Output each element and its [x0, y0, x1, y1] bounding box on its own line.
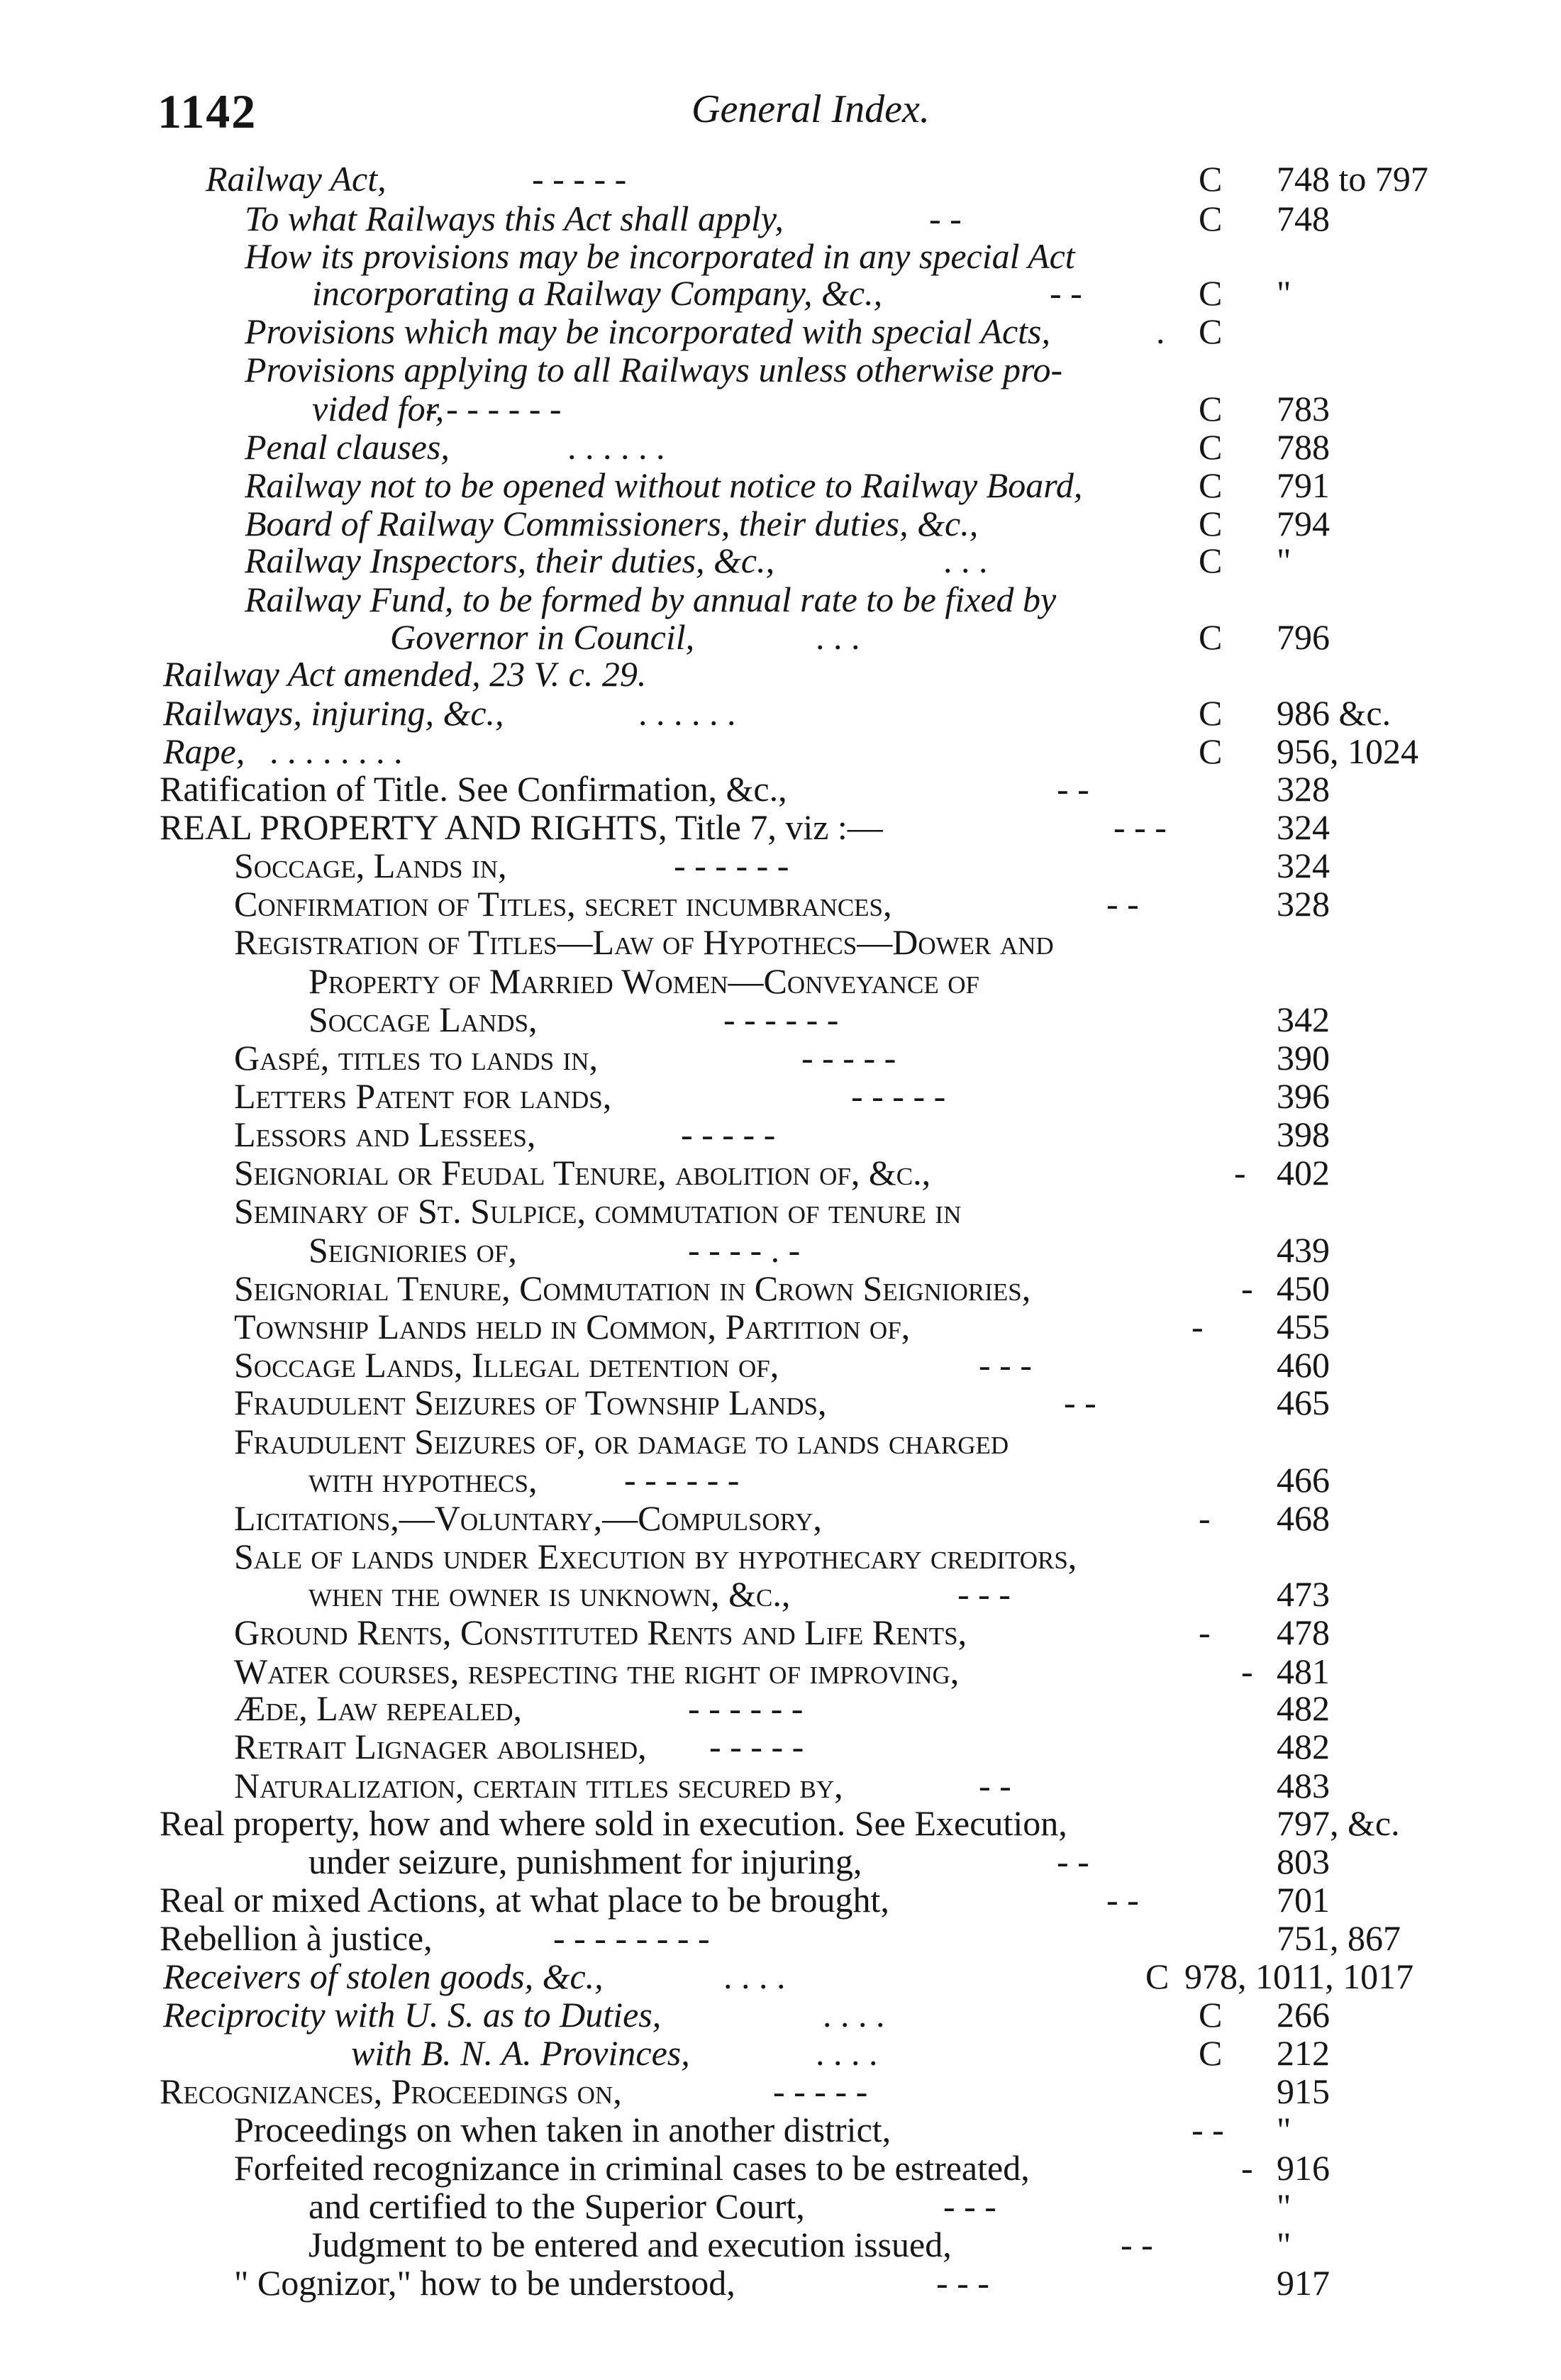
entry-leader: - - — [1064, 1383, 1096, 1422]
entry-text: Rebellion à justice, — [160, 1918, 433, 1958]
index-entry — [0, 235, 1561, 277]
index-entry — [0, 1075, 1561, 1117]
entry-leader: - - - - - - — [723, 1000, 839, 1039]
entry-pages: 212 — [1277, 2033, 1330, 2073]
entry-pages: " — [1277, 541, 1291, 580]
entry-text: Ground Rents, Constituted Rents and Life Rents, — [234, 1612, 967, 1652]
entry-text: How its provisions may be incorporated in any special Act — [245, 236, 1075, 276]
entry-leader: - — [1199, 1612, 1211, 1652]
index-entry — [0, 1878, 1561, 1921]
entry-text: with B. N. A. Provinces, — [351, 2033, 690, 2073]
entry-text: Seignorial or Feudal Tenure, abolition of, &c., — [234, 1153, 931, 1192]
entry-text: Letters Patent for lands, — [234, 1076, 612, 1116]
entry-leader: - - — [929, 199, 962, 238]
index-entry — [0, 960, 1561, 1002]
entry-pages: 481 — [1277, 1651, 1330, 1691]
entry-text: Penal clauses, — [245, 427, 450, 467]
entry-leader: - - - - - — [709, 1727, 804, 1766]
entry-leader: - - - — [979, 1345, 1032, 1385]
entry-pages: 478 — [1277, 1612, 1330, 1652]
entry-text: Real property, how and where sold in execution. See Execution, — [160, 1803, 1067, 1843]
entry-text: Railway Fund, to be formed by annual rate to be fixed by — [245, 580, 1057, 619]
entry-text: Receivers of stolen goods, &c., — [163, 1956, 604, 1996]
entry-leader: - - - — [1113, 807, 1167, 847]
entry-leader: . . . . — [816, 2033, 878, 2073]
entry-pages: 956, 1024 — [1277, 731, 1418, 771]
entry-pages: 917 — [1277, 2263, 1330, 2303]
entry-pages: 915 — [1277, 2071, 1330, 2111]
index-entry — [0, 616, 1561, 658]
entry-text: Reciprocity with U. S. as to Duties, — [163, 1995, 662, 2035]
index-entry — [0, 1993, 1561, 2036]
entry-text: Rape, — [163, 731, 245, 771]
index-entry — [0, 1190, 1561, 1232]
entry-leader: - - — [1121, 2225, 1153, 2264]
index-entry — [0, 921, 1561, 963]
entry-reference-column: C — [1199, 541, 1223, 580]
index-entry — [0, 692, 1561, 734]
entry-reference-column: C — [1199, 465, 1223, 505]
entry-reference-column: C — [1199, 159, 1223, 199]
entry-pages: 328 — [1277, 769, 1330, 809]
entry-text: Seigniories of, — [309, 1230, 517, 1270]
index-entry — [0, 464, 1561, 507]
index-entry — [0, 1802, 1561, 1844]
index-entry — [0, 1113, 1561, 1156]
entry-pages: 468 — [1277, 1498, 1330, 1538]
entry-text: Property of Married Women—Conveyance of — [309, 961, 979, 1001]
index-entry — [0, 1344, 1561, 1386]
index-entry — [0, 1036, 1561, 1079]
index-entry — [0, 2070, 1561, 2113]
entry-reference-column: C — [1199, 617, 1223, 657]
entry-text: and certified to the Superior Court, — [309, 2186, 805, 2226]
index-entry — [0, 157, 1561, 200]
entry-pages: 783 — [1277, 389, 1330, 428]
index-entry — [0, 1840, 1561, 1883]
entry-pages: 398 — [1277, 1114, 1330, 1154]
entry-pages: 483 — [1277, 1766, 1330, 1805]
entry-leader: - - — [1191, 2110, 1224, 2149]
entry-pages: 701 — [1277, 1880, 1330, 1920]
entry-leader: - - - - - - — [688, 1688, 804, 1728]
entry-leader: - - - — [943, 2186, 996, 2226]
index-entry — [0, 272, 1561, 314]
entry-pages: 748 to 797 — [1277, 159, 1428, 199]
page-number: 1142 — [157, 84, 257, 138]
entry-pages: 342 — [1277, 1000, 1330, 1039]
entry-text: Forfeited recognizance in criminal cases to be estreated, — [234, 2148, 1030, 2188]
index-entry — [0, 1573, 1561, 1615]
entry-leader: - - - - - - - — [426, 389, 562, 428]
entry-leader: . . . — [816, 617, 860, 657]
entry-reference-column: C — [1199, 199, 1223, 238]
entry-pages: 450 — [1277, 1268, 1330, 1308]
entry-reference-column: C — [1199, 693, 1223, 733]
entry-pages: 794 — [1277, 504, 1330, 543]
entry-text: Township Lands held in Common, Partition of, — [234, 1307, 911, 1346]
index-entry — [0, 806, 1561, 848]
index-entry — [0, 1267, 1561, 1310]
entry-text: when the owner is unknown, &c., — [309, 1574, 791, 1614]
entry-text: Soccage Lands, Illegal detention of, — [234, 1345, 779, 1385]
entry-pages: 324 — [1277, 807, 1330, 847]
index-entry — [0, 1917, 1561, 1959]
index-entry — [0, 578, 1561, 621]
entry-leader: . . . . . . . . — [270, 731, 403, 771]
entry-pages: 482 — [1277, 1688, 1330, 1728]
entry-text: Naturalization, certain titles secured by, — [234, 1766, 843, 1805]
entry-pages: 473 — [1277, 1574, 1330, 1614]
entry-leader: - - - - . - — [688, 1230, 801, 1270]
entry-leader: - - - - - — [851, 1076, 946, 1116]
entry-leader: - - - - - - — [674, 846, 789, 885]
entry-leader: - - - — [936, 2263, 989, 2303]
index-entry — [0, 1764, 1561, 1807]
entry-pages: 402 — [1277, 1153, 1330, 1192]
entry-reference-column: C — [1199, 273, 1223, 313]
index-entry — [0, 1650, 1561, 1693]
entry-pages: 465 — [1277, 1383, 1330, 1422]
entry-pages: " — [1277, 2186, 1291, 2226]
entry-pages: " — [1277, 273, 1291, 313]
index-entry — [0, 653, 1561, 695]
entry-leader: - - - - - - — [624, 1460, 740, 1500]
entry-text: Licitations,—Voluntary,—Compulsory, — [234, 1498, 822, 1538]
entry-text: Provisions which may be incorporated with special Acts, — [245, 311, 1050, 351]
entry-pages: 266 — [1277, 1995, 1330, 2035]
entry-pages: 460 — [1277, 1345, 1330, 1385]
entry-leader: . . . . — [723, 1956, 786, 1996]
entry-text: under seizure, punishment for injuring, — [309, 1842, 862, 1881]
entry-pages: 796 — [1277, 617, 1330, 657]
index-entry — [0, 2185, 1561, 2227]
index-entry — [0, 844, 1561, 887]
index-entry — [0, 1497, 1561, 1539]
entry-pages: 916 — [1277, 2148, 1330, 2188]
entry-text: Railway Act, — [206, 159, 387, 199]
entry-leader: - - — [1106, 884, 1139, 924]
entry-text: Fraudulent Seizures of Township Lands, — [234, 1383, 827, 1422]
entry-text: Fraudulent Seizures of, or damage to lands charged — [234, 1422, 1009, 1461]
entry-leader: - - — [1057, 1842, 1089, 1881]
entry-text: Real or mixed Actions, at what place to be brought, — [160, 1880, 889, 1920]
entry-pages: 390 — [1277, 1038, 1330, 1078]
entry-text: Seignorial Tenure, Commutation in Crown Seigniories, — [234, 1268, 1031, 1308]
entry-pages: 482 — [1277, 1727, 1330, 1766]
entry-text: REAL PROPERTY AND RIGHTS, Title 7, viz :— — [160, 807, 883, 847]
entry-leader: - — [1241, 2148, 1253, 2188]
entry-text: Gaspé, titles to lands in, — [234, 1038, 598, 1078]
entry-reference-column: C — [1199, 504, 1223, 543]
index-entry — [0, 426, 1561, 468]
entry-leader: - — [1241, 1651, 1253, 1691]
entry-pages: 455 — [1277, 1307, 1330, 1346]
entry-leader: - — [1241, 1268, 1253, 1308]
entry-text: Railway Act amended, 23 V. c. 29. — [163, 654, 647, 694]
entry-text: Seminary of St. Sulpice, commutation of tenure in — [234, 1191, 962, 1231]
entry-text: Railway not to be opened without notice to Railway Board, — [245, 465, 1083, 505]
entry-leader: - - - - - — [532, 159, 627, 199]
entry-text: Railway Inspectors, their duties, &c., — [245, 541, 775, 580]
entry-text: Lessors and Lessees, — [234, 1114, 536, 1154]
index-entry — [0, 1535, 1561, 1578]
index-entry — [0, 2032, 1561, 2074]
entry-pages: 748 — [1277, 199, 1330, 238]
entry-pages: 978, 1011, 1017 — [1184, 1956, 1414, 1996]
entry-leader: - — [1191, 1307, 1204, 1346]
entry-reference-column: C — [1199, 389, 1223, 428]
entry-leader: - - - — [957, 1574, 1011, 1614]
index-entry — [0, 998, 1561, 1041]
entry-text: Provisions applying to all Railways unless otherwise pro- — [245, 350, 1063, 389]
entry-leader: . . . . — [823, 1995, 885, 2035]
index-entry — [0, 768, 1561, 810]
entry-text: " Cognizor," how to be understood, — [234, 2263, 735, 2303]
entry-text: Confirmation of Titles, secret incumbrances, — [234, 884, 892, 924]
entry-leader: - — [1199, 1498, 1211, 1538]
entry-pages: 791 — [1277, 465, 1330, 505]
index-entry — [0, 1420, 1561, 1463]
entry-text: Sale of lands under Execution by hypothecary creditors, — [234, 1537, 1077, 1576]
index-entry — [0, 1305, 1561, 1348]
entry-pages: 788 — [1277, 427, 1330, 467]
index-entry — [0, 1611, 1561, 1654]
index-entry — [0, 1459, 1561, 1501]
index-entry — [0, 2108, 1561, 2151]
index-entry — [0, 348, 1561, 391]
entry-leader: - - — [1106, 1880, 1139, 1920]
entry-reference-column: C — [1145, 1956, 1170, 1996]
entry-pages: " — [1277, 2110, 1291, 2149]
entry-pages: 466 — [1277, 1460, 1330, 1500]
entry-leader: . — [1156, 311, 1165, 351]
entry-text: Governor in Council, — [390, 617, 695, 657]
index-entry — [0, 1151, 1561, 1194]
entry-reference-column: C — [1199, 2033, 1223, 2073]
entry-text: Soccage Lands, — [309, 1000, 538, 1039]
entry-leader: - - — [1050, 273, 1082, 313]
entry-text: To what Railways this Act shall apply, — [245, 199, 784, 238]
index-entry — [0, 730, 1561, 773]
entry-leader: - - — [979, 1766, 1011, 1805]
entry-text: Railways, injuring, &c., — [163, 693, 504, 733]
entry-pages: " — [1277, 2225, 1291, 2264]
entry-leader: - - - - - — [801, 1038, 896, 1078]
entry-leader: - - - - - - - - — [553, 1918, 710, 1958]
entry-pages: 439 — [1277, 1230, 1330, 1270]
entry-text: Registration of Titles—Law of Hypothecs—Dower and — [234, 922, 1054, 962]
entry-text: Water courses, respecting the right of improving, — [234, 1651, 960, 1691]
page-title: General Index. — [691, 87, 930, 131]
entry-reference-column: C — [1199, 427, 1223, 467]
index-entry — [0, 2147, 1561, 2189]
entry-text: Soccage, Lands in, — [234, 846, 507, 885]
entry-text: Proceedings on when taken in another district, — [234, 2110, 891, 2149]
index-entry — [0, 387, 1561, 430]
index-entry — [0, 197, 1561, 240]
index-entry — [0, 502, 1561, 545]
entry-pages: 324 — [1277, 846, 1330, 885]
entry-text: vided for, — [312, 389, 445, 428]
entry-leader: . . . . . . — [567, 427, 665, 467]
entry-leader: - — [1234, 1153, 1246, 1192]
index-entry — [0, 882, 1561, 925]
entry-reference-column: C — [1199, 311, 1223, 351]
entry-reference-column: C — [1199, 731, 1223, 771]
entry-pages: 986 &c. — [1277, 693, 1391, 733]
index-entry — [0, 539, 1561, 582]
index-entry — [0, 1381, 1561, 1424]
entry-reference-column: C — [1199, 1995, 1223, 2035]
entry-text: Judgment to be entered and execution issued, — [309, 2225, 952, 2264]
entry-pages: 751, 867 — [1277, 1918, 1401, 1958]
index-entry — [0, 2262, 1561, 2304]
index-entry — [0, 1229, 1561, 1271]
entry-pages: 797, &c. — [1277, 1803, 1400, 1843]
entry-leader: - - - - - — [773, 2071, 868, 2111]
entry-pages: 328 — [1277, 884, 1330, 924]
entry-leader: - - - - - — [681, 1114, 776, 1154]
entry-text: Board of Railway Commissioners, their duties, &c., — [245, 504, 979, 543]
index-entry — [0, 310, 1561, 353]
entry-text: Retrait Lignager abolished, — [234, 1727, 647, 1766]
entry-pages: 803 — [1277, 1842, 1330, 1881]
entry-leader: . . . — [943, 541, 988, 580]
index-entry — [0, 1955, 1561, 1998]
index-entry — [0, 2223, 1561, 2266]
entry-pages: 396 — [1277, 1076, 1330, 1116]
entry-text: with hypothecs, — [309, 1460, 538, 1500]
entry-leader: . . . . . . — [638, 693, 736, 733]
entry-text: Ratification of Title. See Confirmation, &c., — [160, 769, 787, 809]
entry-leader: - - — [1057, 769, 1089, 809]
index-entry — [0, 1725, 1561, 1768]
entry-text: incorporating a Railway Company, &c., — [312, 273, 883, 313]
entry-text: Recognizances, Proceedings on, — [160, 2071, 622, 2111]
entry-text: Æde, Law repealed, — [234, 1688, 523, 1728]
index-entry — [0, 1687, 1561, 1729]
